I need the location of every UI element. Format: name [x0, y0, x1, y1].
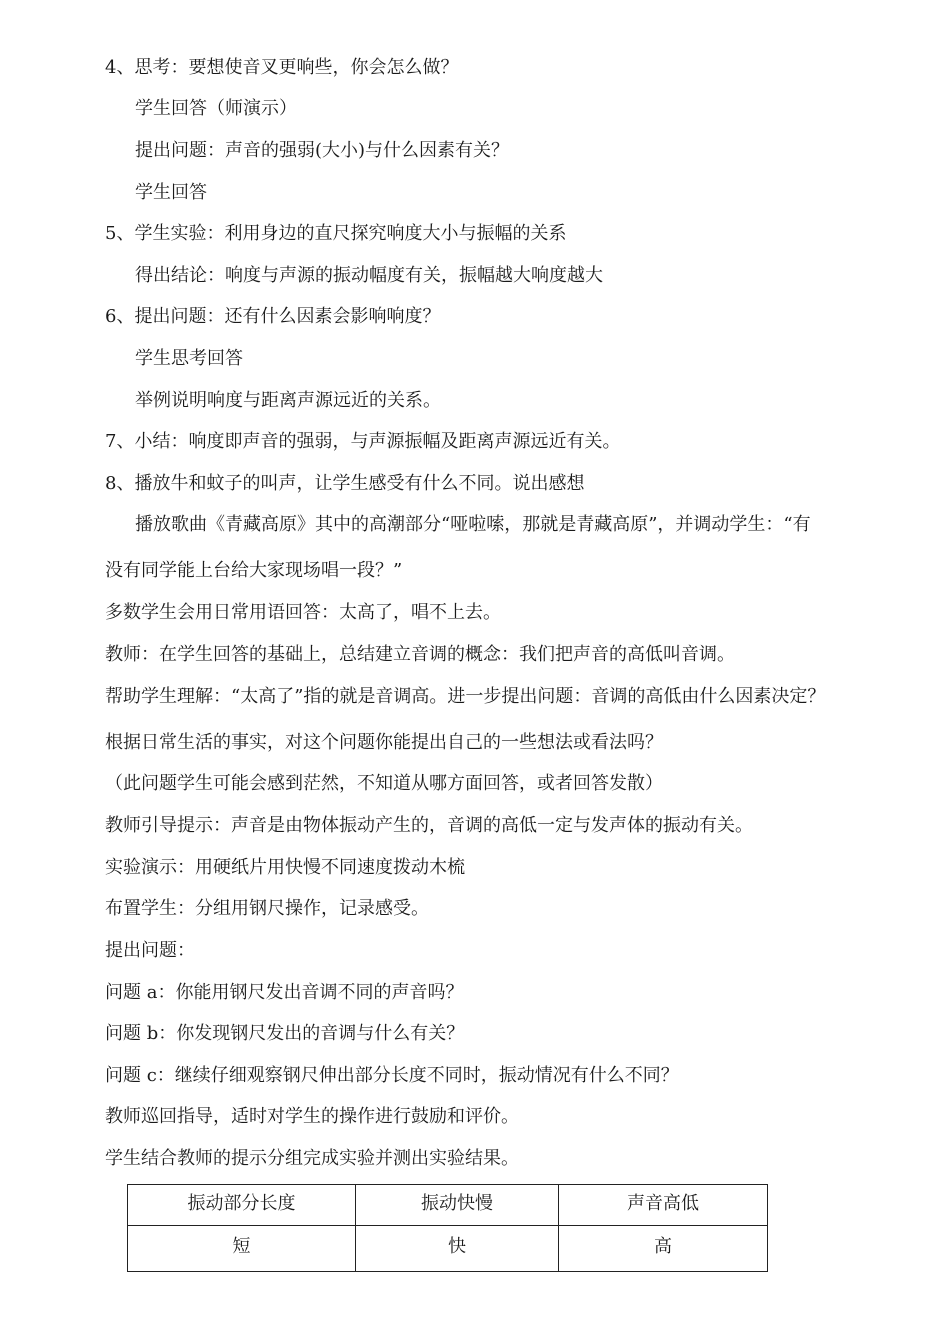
text-line: 6、提出问题：还有什么因素会影响响度？	[105, 306, 441, 327]
table-row	[128, 1226, 768, 1272]
text-line: 8、播放牛和蚊子的叫声，让学生感受有什么不同。说出感想	[105, 473, 585, 494]
text-line: 帮助学生理解：“太高了”指的就是音调高。进一步提出问题：音调的高低由什么因素决定？	[105, 686, 826, 707]
text-line: 布置学生：分组用钢尺操作，记录感受。	[105, 898, 429, 919]
experiment-result-table	[127, 1184, 768, 1272]
text-line: 学生结合教师的提示分组完成实验并测出实验结果。	[105, 1148, 519, 1169]
text-line: 教师：在学生回答的基础上，总结建立音调的概念：我们把声音的高低叫音调。	[105, 644, 735, 665]
table-header-cell: 声音高低	[559, 1185, 768, 1226]
text-line: 7、小结：响度即声音的强弱，与声源振幅及距离声源远近有关。	[105, 431, 621, 452]
text-line: 根据日常生活的事实，对这个问题你能提出自己的一些想法或看法吗？	[105, 732, 663, 753]
table-header-cell: 振动部分长度	[128, 1185, 356, 1226]
text-line: 5、学生实验：利用身边的直尺探究响度大小与振幅的关系	[105, 223, 567, 244]
table-header-row	[128, 1185, 768, 1226]
text-line: 教师巡回指导，适时对学生的操作进行鼓励和评价。	[105, 1106, 519, 1127]
text-line: 多数学生会用日常用语回答：太高了，唱不上去。	[105, 602, 501, 623]
text-line: （此问题学生可能会感到茫然，不知道从哪方面回答，或者回答发散）	[105, 773, 663, 794]
text-line: 提出问题：声音的强弱(大小)与什么因素有关？	[135, 140, 510, 161]
text-line: 举例说明响度与距离声源远近的关系。	[135, 390, 441, 411]
table-cell: 快	[356, 1226, 559, 1272]
text-line: 学生回答（师演示）	[135, 98, 297, 119]
text-line: 没有同学能上台给大家现场唱一段？”	[105, 560, 403, 581]
table-cell: 短	[128, 1226, 356, 1272]
table-cell: 高	[559, 1226, 768, 1272]
text-line: 4、思考：要想使音叉更响些，你会怎么做？	[105, 57, 459, 78]
text-line: 实验演示：用硬纸片用快慢不同速度拨动木梳	[105, 857, 465, 878]
text-line: 播放歌曲《青藏高原》其中的高潮部分“哑啦嗦，那就是青藏高原”，并调动学生：“有	[135, 514, 811, 535]
text-line: 问题 c：继续仔细观察钢尺伸出部分长度不同时，振动情况有什么不同？	[105, 1065, 679, 1086]
table-header-cell: 振动快慢	[356, 1185, 559, 1226]
text-line: 教师引导提示：声音是由物体振动产生的，音调的高低一定与发声体的振动有关。	[105, 815, 753, 836]
text-line: 问题 a：你能用钢尺发出音调不同的声音吗？	[105, 982, 464, 1003]
text-line: 学生思考回答	[135, 348, 243, 369]
text-line: 得出结论：响度与声源的振动幅度有关，振幅越大响度越大	[135, 265, 603, 286]
text-line: 问题 b：你发现钢尺发出的音调与什么有关？	[105, 1023, 465, 1044]
text-line: 提出问题：	[105, 940, 195, 961]
text-line: 学生回答	[135, 182, 207, 203]
